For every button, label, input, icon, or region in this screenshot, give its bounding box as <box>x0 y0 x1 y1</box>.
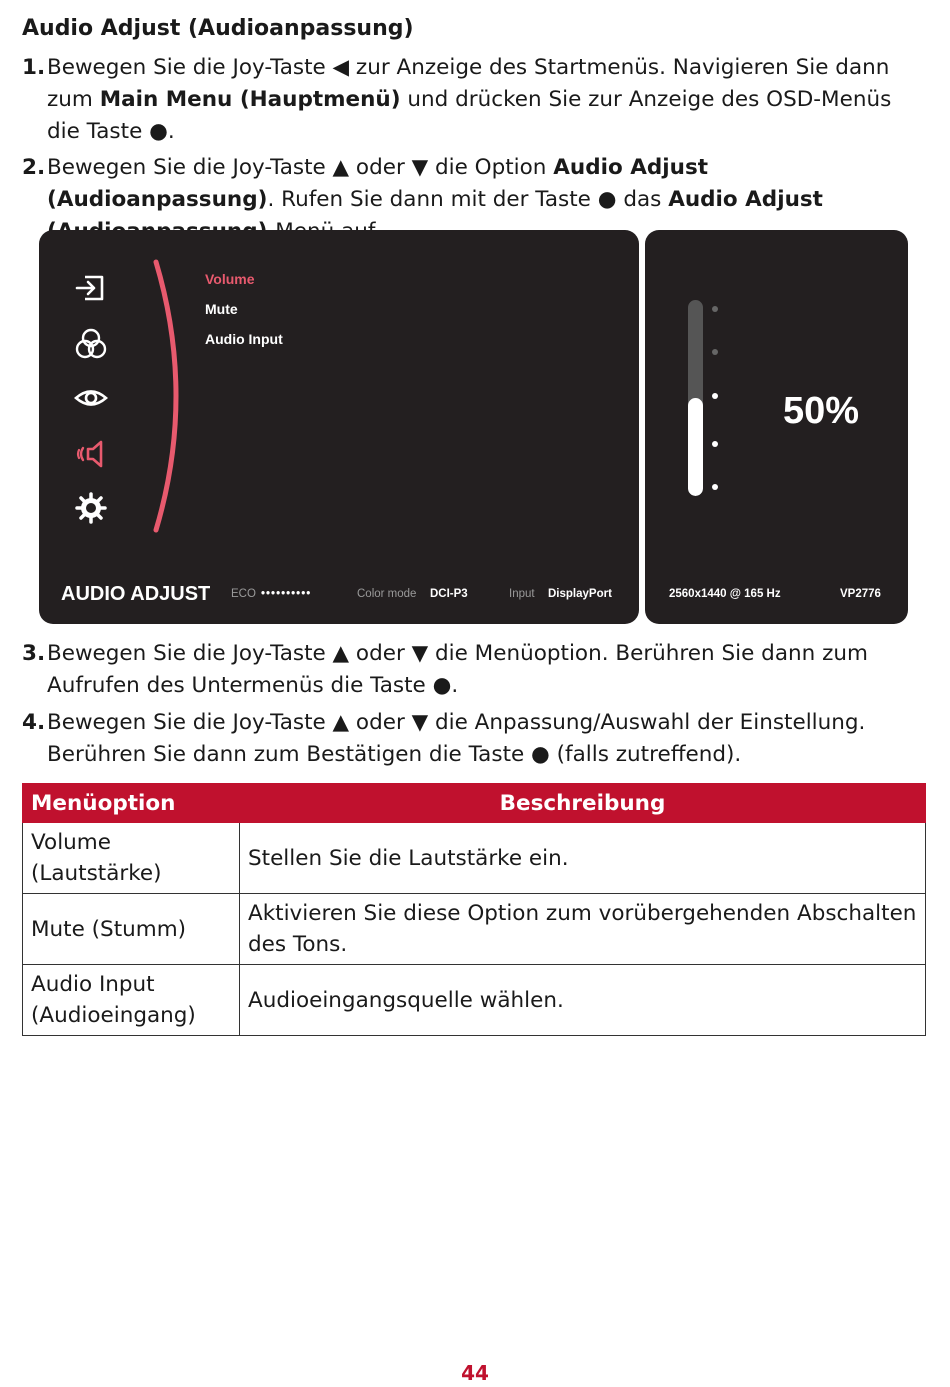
input-label: Input <box>509 588 535 600</box>
page-number: 44 <box>461 1361 489 1385</box>
table-row <box>23 965 926 1036</box>
osd-volume-panel <box>645 230 908 624</box>
osd-main-panel <box>39 230 639 624</box>
volume-value: 50% <box>783 390 860 432</box>
menu-options-table <box>22 783 926 1036</box>
eye-icon[interactable] <box>73 380 109 416</box>
osd-section-title: AUDIO ADJUST <box>61 583 211 605</box>
eco-level-dots: •••••••••• <box>261 588 312 600</box>
step-4 <box>22 707 927 771</box>
step-number: 2. <box>22 155 46 180</box>
menu-item-mute[interactable]: Mute <box>205 301 238 317</box>
step-3 <box>22 638 927 702</box>
description-cell: Aktivieren Sie diese Option zum vorübergehenden Abschalten des Tons. <box>240 894 926 965</box>
table-header-row <box>23 784 926 823</box>
option-cell: Volume (Lautstärke) <box>23 823 240 894</box>
volume-slider-fill <box>688 398 703 496</box>
step-1 <box>22 52 927 148</box>
volume-tick <box>712 441 718 447</box>
option-cell: Audio Input (Audioeingang) <box>23 965 240 1036</box>
input-icon[interactable] <box>73 270 109 306</box>
option-cell: Mute (Stumm) <box>23 894 240 965</box>
step-text: Bewegen Sie die Joy-Taste ◀ zur Anzeige des Startmenüs. Navigieren Sie dann zum Main Menu (Hauptmenü) und drücken Sie zur Anzeige des OSD-Menüs die Taste ●. <box>47 55 892 144</box>
input-value: DisplayPort <box>548 588 612 600</box>
menu-item-audio-input[interactable]: Audio Input <box>205 331 283 347</box>
volume-tick <box>712 349 718 355</box>
volume-tick <box>712 393 718 399</box>
settings-icon[interactable] <box>73 490 109 526</box>
description-cell: Audioeingangsquelle wählen. <box>240 965 926 1036</box>
menu-arc <box>144 256 194 536</box>
volume-slider[interactable] <box>688 300 703 496</box>
eco-label: ECO <box>231 588 256 600</box>
model-name: VP2776 <box>840 588 881 600</box>
audio-icon[interactable] <box>73 436 109 472</box>
table-row <box>23 894 926 965</box>
resolution-readout: 2560x1440 @ 165 Hz <box>669 588 781 600</box>
color-mode-value: DCI-P3 <box>430 588 468 600</box>
volume-tick <box>712 484 718 490</box>
volume-tick <box>712 306 718 312</box>
color-icon[interactable] <box>73 326 109 362</box>
table-header: Beschreibung <box>240 784 926 823</box>
table-row <box>23 823 926 894</box>
step-text: Bewegen Sie die Joy-Taste ▲ oder ▼ die Option Audio Adjust (Audioanpassung). Rufen Sie dann mit der Taste ● das Audio Adjust <box>47 155 823 212</box>
menu-item-volume[interactable]: Volume <box>205 271 255 287</box>
step-number: 1. <box>22 55 46 80</box>
page-heading: Audio Adjust (Audioanpassung) <box>22 16 414 41</box>
step-text: Bewegen Sie die Joy-Taste ▲ oder ▼ die Menüoption. Berühren Sie dann zum Aufrufen des Untermenüs die Taste ●. <box>47 641 868 698</box>
step-number: 3. <box>22 641 46 666</box>
step-text: Bewegen Sie die Joy-Taste ▲ oder ▼ die Anpassung/Auswahl der Einstellung. Berühren Sie dann zum Bestätigen die Taste ● (falls zutreffend). <box>47 710 866 767</box>
table-header: Menüoption <box>23 784 240 823</box>
description-cell: Stellen Sie die Lautstärke ein. <box>240 823 926 894</box>
color-mode-label: Color mode <box>357 588 417 600</box>
step-number: 4. <box>22 710 46 735</box>
